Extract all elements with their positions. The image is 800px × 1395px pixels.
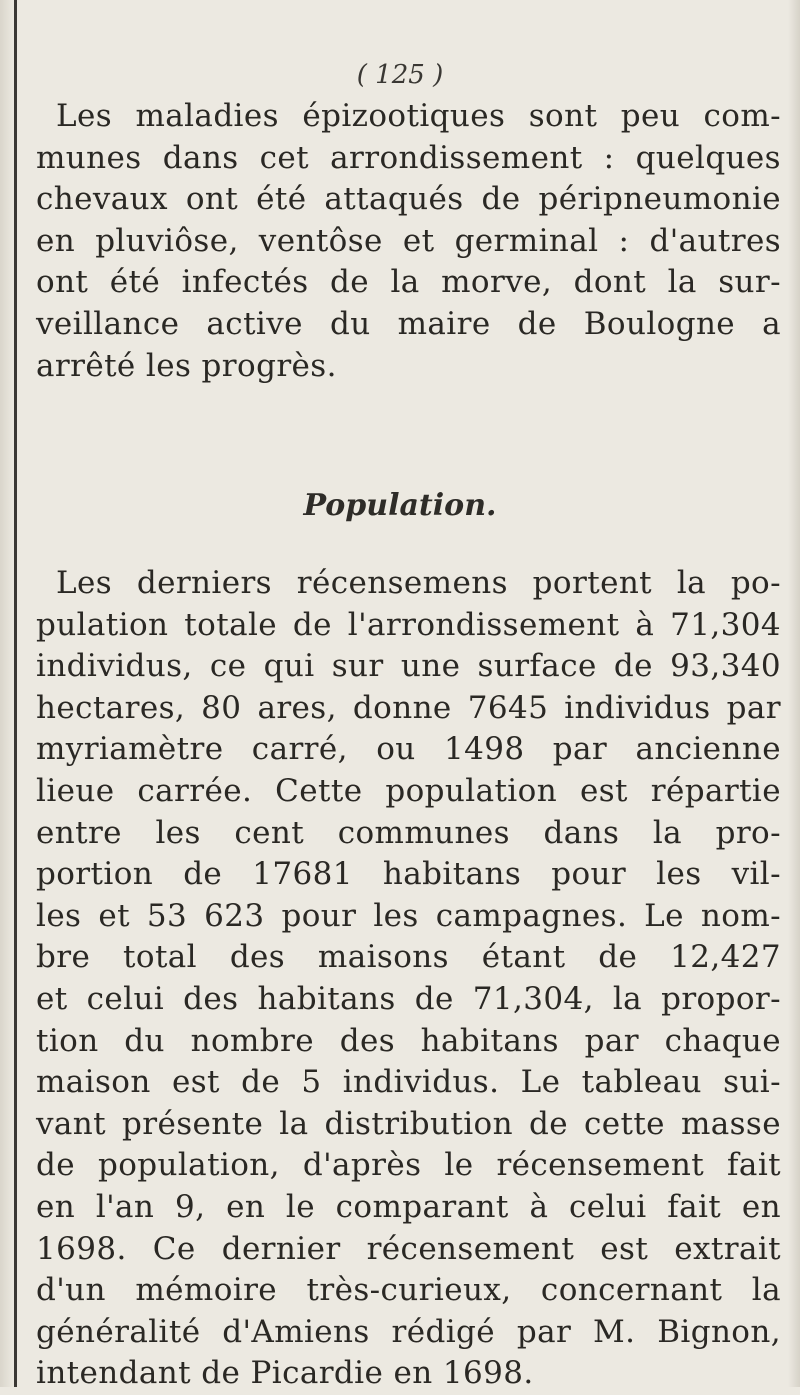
text-line: en l'an 9, en le comparant à celui fait en bbox=[36, 1188, 781, 1225]
text-line: entre les cent communes dans la pro- bbox=[36, 814, 781, 851]
text-line: chevaux ont été attaqués de péripneumonie bbox=[36, 181, 781, 218]
text-line: bre total des maisons étant de 12,427 bbox=[36, 939, 781, 976]
paragraph-epizootic-diseases bbox=[36, 96, 781, 387]
text-line: intendant de Picardie en 1698. bbox=[36, 1355, 534, 1392]
text-line: maison est de 5 individus. Le tableau sui- bbox=[36, 1064, 781, 1101]
text-line: les et 53 623 pour les campagnes. Le nom- bbox=[36, 897, 781, 934]
binding-edge-line bbox=[14, 0, 17, 1387]
text-line: lieue carrée. Cette population est répartie bbox=[36, 772, 781, 809]
text-line: vant présente la distribution de cette masse bbox=[36, 1105, 781, 1142]
text-line: individus, ce qui sur une surface de 93,340 bbox=[36, 648, 781, 685]
text-line: portion de 17681 habitans pour les vil- bbox=[36, 856, 781, 893]
text-line: hectares, 80 ares, donne 7645 individus par bbox=[36, 689, 781, 726]
section-heading-population: Population. bbox=[303, 488, 497, 523]
page-edge-shadow-right bbox=[788, 0, 800, 1387]
text-line: d'un mémoire très-curieux, concernant la bbox=[36, 1272, 781, 1309]
text-line: veillance active du maire de Boulogne a bbox=[36, 305, 781, 342]
page-edge-shadow bbox=[0, 0, 22, 1387]
text-line: en pluviôse, ventôse et germinal : d'autres bbox=[36, 222, 781, 259]
text-line: et celui des habitans de 71,304, la propor- bbox=[36, 980, 781, 1017]
text-line: Les derniers récensemens portent la po- bbox=[56, 565, 781, 601]
text-line: généralité d'Amiens rédigé par M. Bignon, bbox=[36, 1313, 781, 1350]
text-line: tion du nombre des habitans par chaque bbox=[36, 1022, 781, 1059]
text-line: ont été infectés de la morve, dont la sur- bbox=[36, 264, 781, 301]
text-line: de population, d'après le récensement fait bbox=[36, 1147, 781, 1184]
text-line: Les maladies épizootiques sont peu com- bbox=[56, 98, 781, 134]
text-line: arrêté les progrès. bbox=[36, 347, 337, 384]
text-line: 1698. Ce dernier récensement est extrait bbox=[36, 1230, 781, 1267]
page-number: ( 125 ) bbox=[356, 60, 444, 90]
paragraph-population bbox=[36, 563, 781, 1395]
text-line: myriamètre carré, ou 1498 par ancienne bbox=[36, 731, 781, 768]
text-line: munes dans cet arrondissement : quelques bbox=[36, 139, 781, 176]
text-line: pulation totale de l'arrondissement à 71,304 bbox=[36, 606, 781, 643]
